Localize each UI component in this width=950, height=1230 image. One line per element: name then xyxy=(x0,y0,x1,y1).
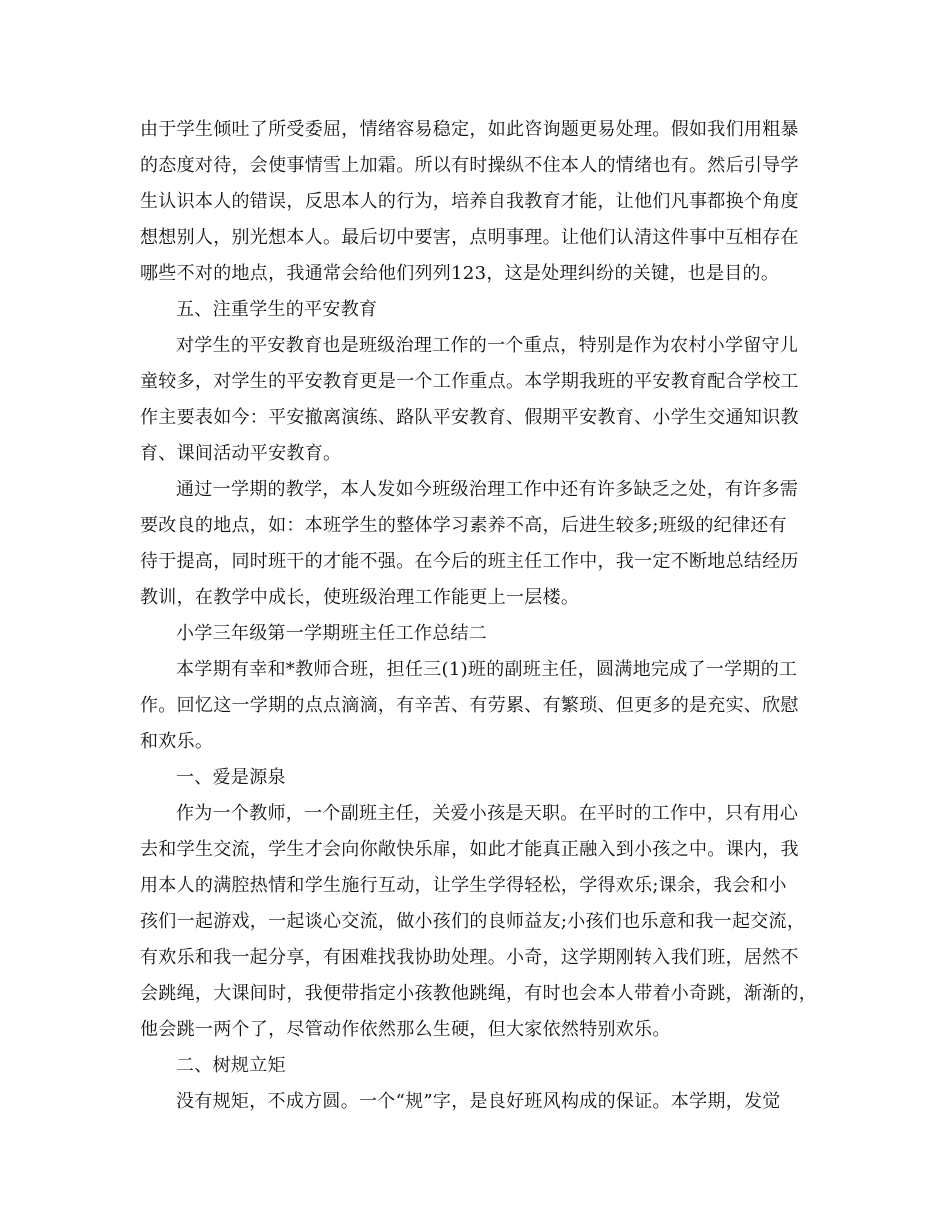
text-line: 本学期有幸和*教师合班，担任三(1)班的副班主任，圆满地完成了一学期的工 xyxy=(176,659,798,680)
text-line: 小学三年级第一学期班主任工作总结二 xyxy=(176,623,488,644)
text-line: 生认识本人的错误，反思本人的行为，培养自我教育才能，让他们凡事都换个角度 xyxy=(140,191,799,212)
text-line: 想想别人，别光想本人。最后切中要害，点明事理。让他们认清这件事中互相存在 xyxy=(140,227,799,248)
text-line: 用本人的满腔热情和学生施行互动，让学生学得轻松，学得欢乐;课余，我会和小 xyxy=(140,875,787,896)
section-heading xyxy=(140,760,820,796)
text-line: 童较多，对学生的平安教育更是一个工作重点。本学期我班的平安教育配合学校工 xyxy=(140,371,799,392)
text-line: 有欢乐和我一起分享，有困难找我协助处理。小奇，这学期刚转入我们班，居然不 xyxy=(140,947,799,968)
section-heading xyxy=(140,1048,820,1084)
text-line: 会跳绳，大课间时，我便带指定小孩教他跳绳，有时也会本人带着小奇跳，渐渐的， xyxy=(140,983,818,1004)
text-line: 的态度对待，会使事情雪上加霜。所以有时操纵不住本人的情绪也有。然后引导学 xyxy=(140,155,799,176)
text-line: 由于学生倾吐了所受委屈，情绪容易稳定，如此咨询题更易处理。假如我们用粗暴 xyxy=(140,119,799,140)
text-line: 五、注重学生的平安教育 xyxy=(176,299,378,320)
text-line: 二、树规立矩 xyxy=(176,1055,286,1076)
paragraph xyxy=(140,1084,820,1120)
paragraph xyxy=(140,472,820,616)
text-line: 对学生的平安教育也是班级治理工作的一个重点，特别是作为农村小学留守儿 xyxy=(176,335,799,356)
paragraph xyxy=(140,328,820,472)
text-line: 没有规矩，不成方圆。一个“规”字，是良好班风构成的保证。本学期，发觉 xyxy=(176,1091,781,1112)
document-body xyxy=(140,112,820,1120)
text-line: 作主要表如今：平安撤离演练、路队平安教育、假期平安教育、小学生交通知识教 xyxy=(140,407,799,428)
text-line: 作为一个教师，一个副班主任，关爱小孩是天职。在平时的工作中，只有用心 xyxy=(176,803,799,824)
text-line: 和欢乐。 xyxy=(140,731,214,752)
text-line: 作。回忆这一学期的点点滴滴，有辛苦、有劳累、有繁琐、但更多的是充实、欣慰 xyxy=(140,695,799,716)
paragraph xyxy=(140,112,820,292)
text-line: 通过一学期的教学，本人发如今班级治理工作中还有许多缺乏之处，有许多需 xyxy=(176,479,799,500)
paragraph xyxy=(140,796,820,1048)
paragraph xyxy=(140,652,820,760)
text-line: 要改良的地点，如：本班学生的整体学习素养不高，后进生较多;班级的纪律还有 xyxy=(140,515,787,536)
text-line: 教训，在教学中成长，使班级治理工作能更上一层楼。 xyxy=(140,587,580,608)
document-subtitle xyxy=(140,616,820,652)
text-line: 一、爱是源泉 xyxy=(176,767,286,788)
text-line: 哪些不对的地点，我通常会给他们列列123，这是处理纠纷的关键，也是目的。 xyxy=(140,263,780,284)
text-line: 他会跳一两个了，尽管动作依然那么生硬，但大家依然特别欢乐。 xyxy=(140,1019,671,1040)
section-heading xyxy=(140,292,820,328)
text-line: 孩们一起游戏，一起谈心交流，做小孩们的良师益友;小孩们也乐意和我一起交流， xyxy=(140,911,806,932)
text-line: 去和学生交流，学生才会向你敞快乐扉，如此才能真正融入到小孩之中。课内，我 xyxy=(140,839,799,860)
text-line: 育、课间活动平安教育。 xyxy=(140,443,342,464)
text-line: 待于提高，同时班干的才能不强。在今后的班主任工作中，我一定不断地总结经历 xyxy=(140,551,799,572)
